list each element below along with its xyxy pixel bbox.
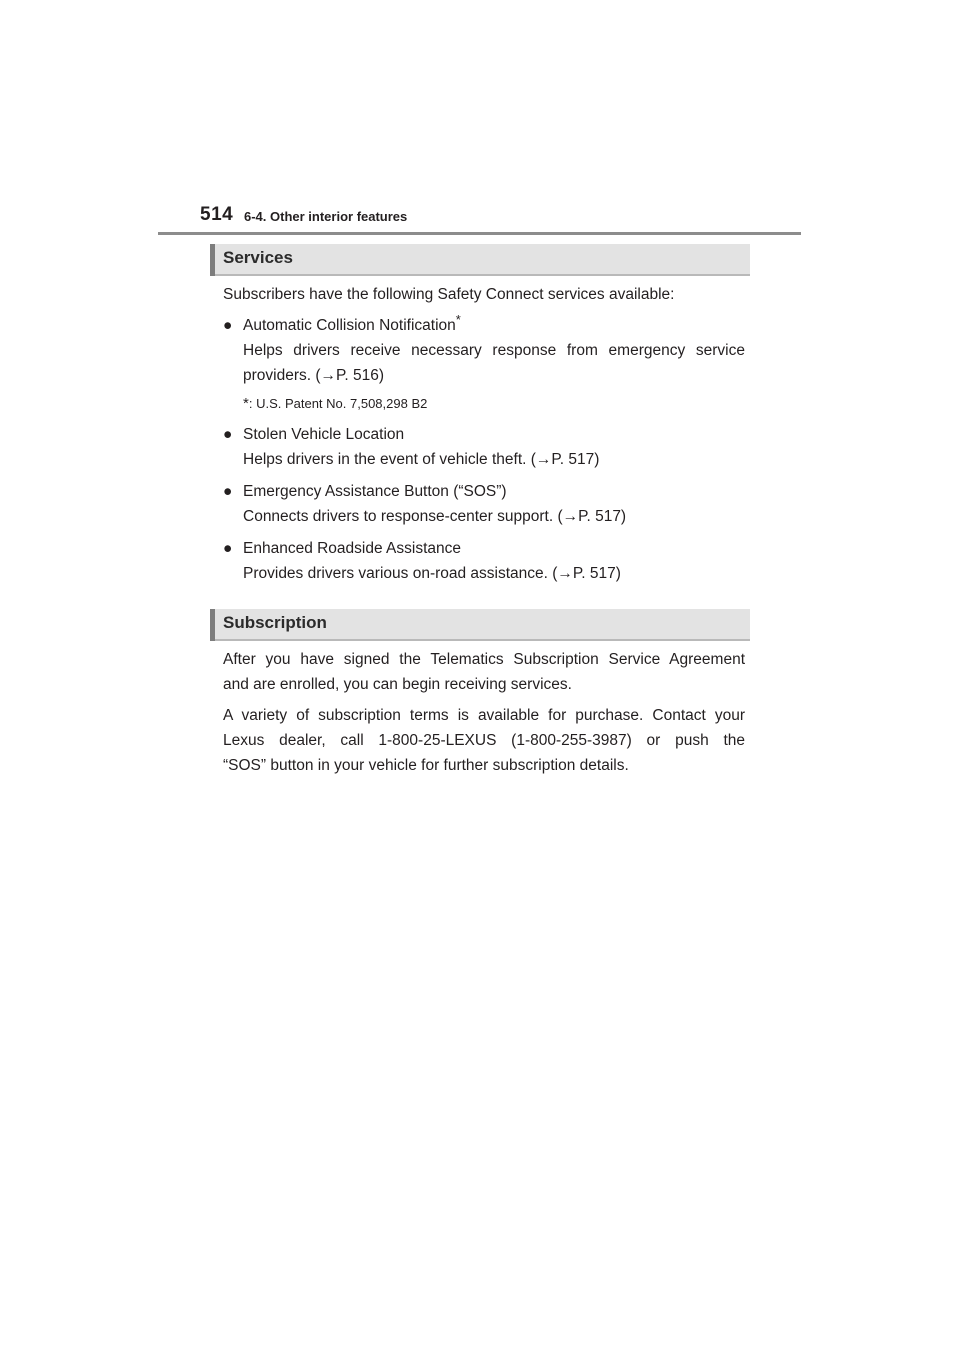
- subscription-content: [223, 647, 745, 778]
- subscription-heading-bar: [210, 609, 750, 641]
- subscription-paragraph-1: After you have signed the Telematics Subscription Service Agreement: [223, 651, 745, 668]
- service-description: Connects drivers to response-center support. (→P. 517): [243, 508, 627, 525]
- services-intro: Subscribers have the following Safety Connect services available:: [223, 286, 675, 303]
- bullet-icon: ●: [223, 483, 233, 500]
- bullet-icon: ●: [223, 426, 233, 443]
- bullet-icon: ●: [223, 540, 233, 557]
- page-number: 514: [200, 204, 234, 225]
- service-name: Enhanced Roadside Assistance: [243, 540, 462, 557]
- footnote: [223, 391, 745, 416]
- service-description: Helps drivers receive necessary response from emergency service: [243, 342, 745, 359]
- services-content: [223, 282, 745, 586]
- subscription-heading: Subscription: [223, 613, 327, 632]
- subscription-paragraph-2-end: “SOS” button in your vehicle for further subscription details.: [223, 757, 629, 774]
- subscription-paragraph-2-cont: Lexus dealer, call 1-800-25-LEXUS (1-800-255-3987) or push the: [223, 732, 745, 749]
- bullet-icon: ●: [223, 317, 233, 334]
- footnote-marker: *: [455, 311, 461, 327]
- list-item: [223, 422, 745, 472]
- footnote-star: *: [243, 395, 249, 412]
- subscription-paragraph-2: A variety of subscription terms is available for purchase. Contact your: [223, 707, 745, 724]
- service-name: Emergency Assistance Button (“SOS”): [243, 483, 507, 500]
- footnote-text: : U.S. Patent No. 7,508,298 B2: [248, 396, 428, 411]
- chapter-title: 6-4. Other interior features: [244, 209, 408, 224]
- services-heading-bar: [210, 244, 750, 276]
- list-item: [223, 536, 745, 586]
- services-heading: Services: [223, 248, 293, 267]
- service-description: Helps drivers in the event of vehicle theft. (→P. 517): [243, 451, 600, 468]
- list-item: [223, 313, 745, 388]
- service-description-cont: providers. (→P. 516): [243, 367, 384, 384]
- service-name: Stolen Vehicle Location: [243, 426, 405, 443]
- list-item: [223, 479, 745, 529]
- service-description: Provides drivers various on-road assistance. (→P. 517): [243, 565, 621, 582]
- subscription-paragraph-1-cont: and are enrolled, you can begin receiving services.: [223, 676, 572, 693]
- page-header: [196, 204, 800, 232]
- service-name: Automatic Collision Notification: [243, 317, 456, 334]
- header-rule: [158, 232, 801, 235]
